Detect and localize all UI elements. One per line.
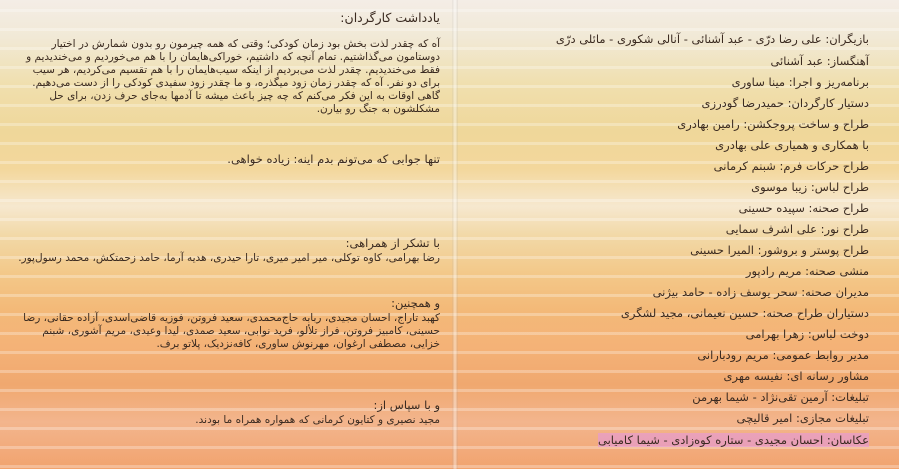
credit-line: بازیگران: علی رضا درّی - عبد آشنائی - آنالی شکوری - مائلی درّی: [555, 32, 869, 46]
credit-line: طراح صحنه: سپیده حسینی: [738, 201, 869, 215]
credits-page: [469, 0, 869, 469]
credit-line: طراح نور: علی اشرف سمایی: [725, 222, 869, 236]
credit-line: با همکاری و همیاری علی بهادری: [715, 138, 869, 152]
credit-line: مدیر روابط عمومی: مریم رودبارانی: [697, 348, 869, 362]
credit-line: آهنگساز: عبد آشنائی: [770, 54, 869, 68]
credit-line: برنامه‌ریز و اجرا: مینا ساوری: [731, 75, 869, 89]
director-note-closing: تنها جوابی که می‌تونم بدم اینه: زیاده خواهی.: [227, 152, 440, 166]
credit-line: مشاور رسانه ای: نفیسه مهری: [723, 369, 869, 383]
credit-line: منشی صحنه: مریم رادپور: [745, 264, 869, 278]
also-thanks-title: و همچنین:: [391, 296, 440, 310]
director-note-body: آه که چقدر لذت بخش بود زمان کودکی؛ وقتی که همه چیرمون رو بدون شمارش در اختیار دوستامون می‌گذاشتیم. تمام آنچه که داشتیم، خوراکی‌هایمان را با هم می‌خوردیم و می‌خندیدیم و فقط می‌خندیدیم. چقدر لذت می‌بردیم از اینکه سیب‌هایمان را با هم تقسیم می‌کردیم، هر سیب برای دو نفر. آه که چقدر زمان زود میگذره، و ما چقدر زود سفیدی کودکی را از دست می‌دهیم. گاهی اوقات به این فکر می‌کنم که چه چیز باعث میشه تا آدمها به‌جای حرف زدن، برای حل مشکلشون به جنگ رو بیارن.: [26, 38, 440, 115]
credit-line: تبلیغات مجازی: امیر قالیچی: [736, 411, 869, 425]
gratitude-text: مجید نصیری و کتایون کرمانی که همواره همراه ما بودند.: [195, 414, 440, 426]
page-fold: [452, 0, 458, 469]
thanks-names: رضا بهرامی، کاوه توکلی، میر امیر میری، تارا حیدری، هدیه آرما، حامد زحمتکش، محمد رسول‌پور.: [18, 252, 440, 264]
credit-line: دستیاران طراح صحنه: حسین نعیمانی، مجید لشگری: [620, 306, 869, 320]
credit-line: مدیران صحنه: سحر یوسف زاده - حامد بیژنی: [652, 285, 869, 299]
credit-line: دستیار کارگردان: حمیدرضا گودرزی: [701, 96, 869, 110]
credit-line: طراح حرکات فرم: شبنم کرمانی: [713, 159, 869, 173]
also-thanks-names: کهبد تاراج، احسان مجیدی، ربابه حاج‌محمدی، سعید فروتن، فوزیه قاضی‌اسدی، آزاده حقانی، رضا حسینی، کامبیز فروتن، فراز تلألو، فرید نوابی، سعید صمدی، لیدا وعیدی، مریم آشوری، شبنم خزایی، مصطفی ارغوان، مهرنوش ساوری، کافه‌نزدیک، پلاتو برف.: [23, 312, 440, 350]
credit-line: طراح و ساخت پروجکشن: رامین بهادری: [677, 117, 869, 131]
credit-line: طراح پوستر و بروشور: المیرا حسینی: [690, 243, 869, 257]
credit-line: دوخت لباس: زهرا بهرامی: [745, 327, 869, 341]
thanks-title: با تشکر از همراهی:: [345, 236, 440, 250]
notes-page: [10, 0, 440, 469]
credit-line: تبلیغات: آرمین تقی‌نژاد - شیما بهرمن: [692, 390, 869, 404]
credit-line: عکاسان: احسان مجیدی - ستاره کوه‌زادی - شیما کامیابی: [598, 433, 869, 447]
credit-line: طراح لباس: زیبا موسوی: [751, 180, 869, 194]
director-note-title: یادداشت کارگردان:: [340, 10, 440, 25]
gratitude-title: و با سپاس از:: [373, 398, 440, 412]
